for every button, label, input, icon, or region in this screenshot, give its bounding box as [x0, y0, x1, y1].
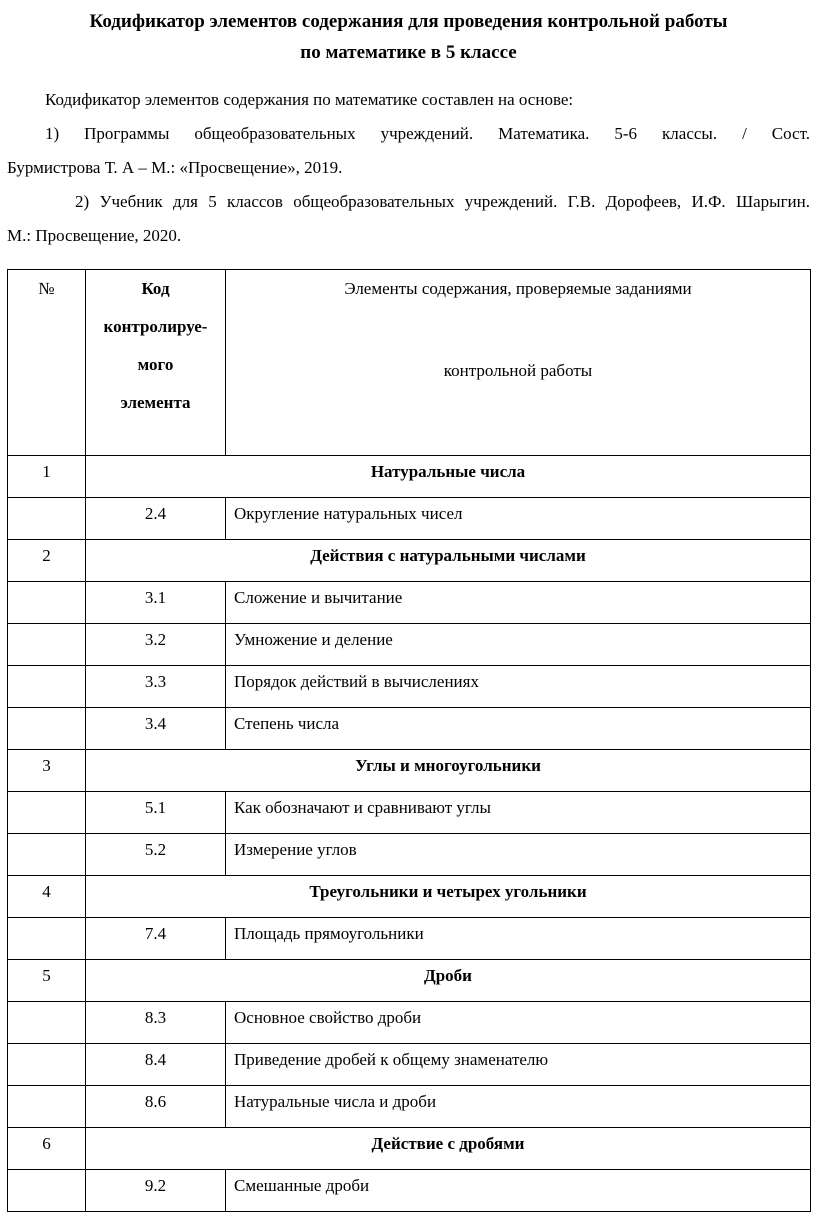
section-title-cell: Действие с дробями [86, 1128, 811, 1170]
section-title-cell: Действия с натуральными числами [86, 540, 811, 582]
row-number-cell [8, 918, 86, 960]
element-text-cell: Степень числа [226, 708, 811, 750]
row-number-cell [8, 624, 86, 666]
row-number-cell [8, 582, 86, 624]
element-code-cell: 8.3 [86, 1002, 226, 1044]
table-row-detail [8, 582, 811, 624]
table-row-detail [8, 918, 811, 960]
table-row-detail [8, 834, 811, 876]
element-text-cell: Площадь прямоугольники [226, 918, 811, 960]
table-row-section [8, 1128, 811, 1170]
element-text-cell: Порядок действий в вычислениях [226, 666, 811, 708]
row-number-cell: 1 [8, 456, 86, 498]
element-text-cell: Сложение и вычитание [226, 582, 811, 624]
element-code-cell: 5.1 [86, 792, 226, 834]
table-row-detail [8, 624, 811, 666]
row-number-cell [8, 1086, 86, 1128]
element-text-cell: Измерение углов [226, 834, 811, 876]
row-number-cell [8, 1170, 86, 1212]
header-code-line: элемента [120, 393, 191, 412]
element-text-cell: Как обозначают и сравнивают углы [226, 792, 811, 834]
element-text-cell: Умножение и деление [226, 624, 811, 666]
table-header-row [8, 270, 811, 456]
header-code-line: Код [141, 279, 170, 298]
codifier-table [7, 269, 811, 1212]
element-text-cell: Основное свойство дроби [226, 1002, 811, 1044]
table-row-section [8, 540, 811, 582]
element-code-cell: 2.4 [86, 498, 226, 540]
element-text-cell: Округление натуральных чисел [226, 498, 811, 540]
row-number-cell: 4 [8, 876, 86, 918]
table-row-section [8, 750, 811, 792]
row-number-cell: 5 [8, 960, 86, 1002]
header-number-cell: № [8, 270, 86, 456]
table-row-detail [8, 498, 811, 540]
element-text-cell: Приведение дробей к общему знаменателю [226, 1044, 811, 1086]
element-code-cell: 5.2 [86, 834, 226, 876]
section-title-cell: Дроби [86, 960, 811, 1002]
row-number-cell: 2 [8, 540, 86, 582]
header-content-line2: контрольной работы [443, 361, 593, 380]
table-row-detail [8, 708, 811, 750]
section-title-cell: Натуральные числа [86, 456, 811, 498]
row-number-cell [8, 708, 86, 750]
element-text-cell: Натуральные числа и дроби [226, 1086, 811, 1128]
header-code-line: контролируе- [103, 317, 208, 336]
source-item-1-line1: 1) Программы общеобразовательных учреждений. Математика. 5-6 классы. / Сост. [45, 124, 810, 143]
table-row-detail [8, 666, 811, 708]
row-number-cell [8, 1002, 86, 1044]
page-title-line2: по математике в 5 классе [300, 42, 517, 63]
section-title-cell: Углы и многоугольники [86, 750, 811, 792]
intro-paragraph: Кодификатор элементов содержания по математике составлен на основе: [45, 90, 574, 109]
row-number-cell [8, 792, 86, 834]
table-row-detail [8, 1002, 811, 1044]
element-code-cell: 3.2 [86, 624, 226, 666]
row-number-cell [8, 498, 86, 540]
table-row-detail [8, 1044, 811, 1086]
table-row-detail [8, 792, 811, 834]
header-code-cell [86, 270, 226, 456]
table-row-section [8, 876, 811, 918]
header-content-line1: Элементы содержания, проверяемые заданиями [344, 279, 692, 298]
source-item-1-line2: Бурмистрова Т. А – М.: «Просвещение», 2019. [7, 158, 343, 177]
element-code-cell: 9.2 [86, 1170, 226, 1212]
source-item-2-line1: 2) Учебник для 5 классов общеобразовательных учреждений. Г.В. Дорофеев, И.Ф. Шарыгин. [75, 192, 810, 211]
element-code-cell: 3.3 [86, 666, 226, 708]
row-number-cell [8, 834, 86, 876]
element-code-cell: 7.4 [86, 918, 226, 960]
row-number-cell [8, 666, 86, 708]
table-row-detail [8, 1086, 811, 1128]
row-number-cell [8, 1044, 86, 1086]
element-code-cell: 3.4 [86, 708, 226, 750]
table-row-section [8, 960, 811, 1002]
element-code-cell: 8.4 [86, 1044, 226, 1086]
table-row-section [8, 456, 811, 498]
element-code-cell: 3.1 [86, 582, 226, 624]
row-number-cell: 3 [8, 750, 86, 792]
header-code-line: мого [137, 355, 174, 374]
section-title-cell: Треугольники и четырех угольники [86, 876, 811, 918]
row-number-cell: 6 [8, 1128, 86, 1170]
page-title-line1: Кодификатор элементов содержания для проведения контрольной работы [89, 11, 728, 32]
source-item-2-line2: М.: Просвещение, 2020. [7, 226, 182, 245]
header-content-cell [226, 270, 811, 456]
table-row-detail [8, 1170, 811, 1212]
element-text-cell: Смешанные дроби [226, 1170, 811, 1212]
element-code-cell: 8.6 [86, 1086, 226, 1128]
